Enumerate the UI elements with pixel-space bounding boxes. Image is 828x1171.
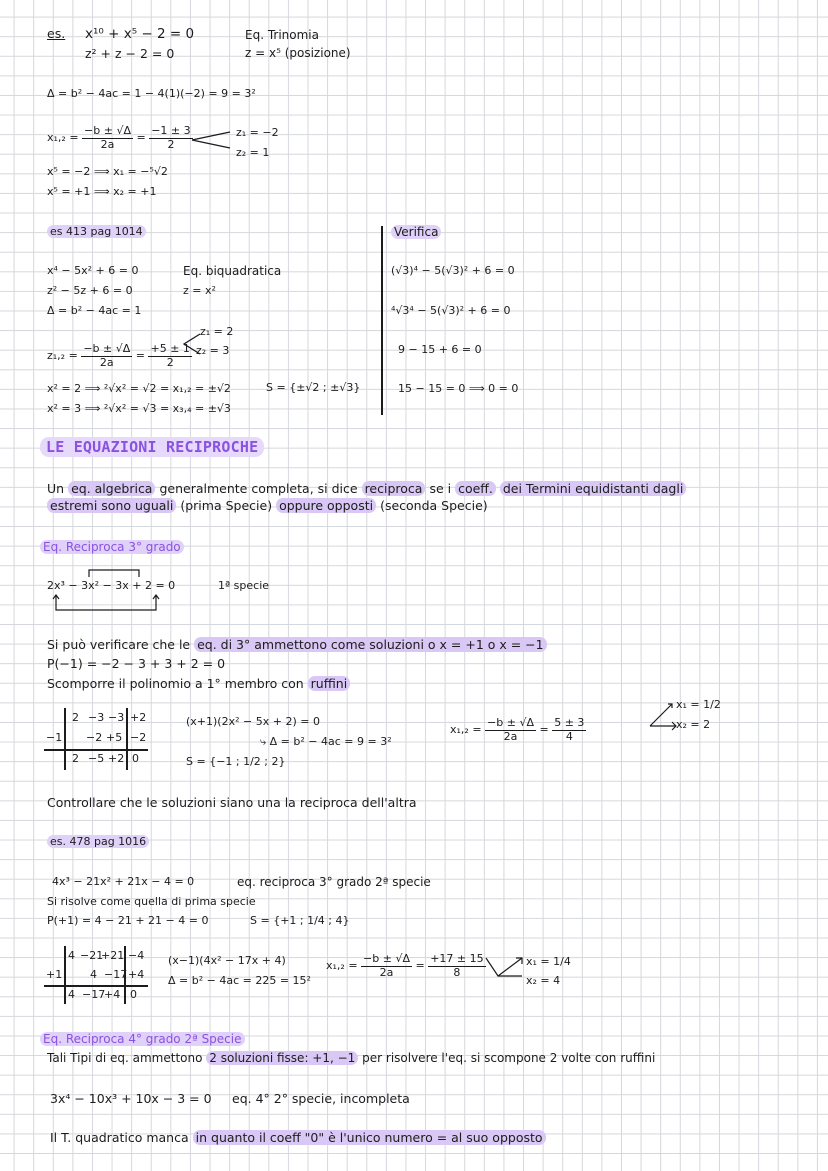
rec4-last-a: Il T. quadratico manca (50, 1130, 189, 1145)
rec3-num2: 5 ± 3 (554, 716, 585, 729)
ex1-eq2: z² + z − 2 = 0 (85, 46, 175, 61)
ex413-num1: −b ± √Δ (83, 342, 131, 355)
r1-mid-2: −2 (130, 731, 147, 744)
rec3-p1 (47, 638, 547, 652)
rec3-title-text: Eq. Reciproca 3° grado (40, 540, 184, 554)
ex1-r1: x⁵ = −2 ⟹ x₁ = −⁵√2 (47, 165, 168, 178)
ex413-r2: x² = 3 ⟹ ²√x² = √3 = x₃,₄ = ±√3 (47, 402, 231, 415)
ex1-eq1: x¹⁰ + x⁵ − 2 = 0 (85, 26, 195, 42)
ex413-eq2: z² − 5z + 6 = 0 (47, 284, 133, 297)
definition-line1 (47, 482, 686, 496)
ex413-label (47, 226, 146, 239)
r2-bot-3: 0 (130, 988, 137, 1001)
ex478-fact: (x−1)(4x² − 17x + 4) (168, 954, 286, 967)
r2-mid-0: 4 (90, 968, 97, 981)
rec3-p1-a: Si può verificare che le (47, 637, 191, 652)
def-c: generalmente completa, si dice (159, 481, 358, 496)
r2-mid-1: −17 (104, 968, 128, 981)
r1-root: −1 (46, 731, 63, 744)
ex1-frac2 (149, 125, 192, 151)
ex478-label (47, 836, 149, 849)
rec4-eq-desc: eq. 4° 2° specie, incompleta (232, 1091, 410, 1106)
ex1-label (47, 27, 65, 41)
def-b: eq. algebrica (68, 481, 155, 496)
r2-mid-2: +4 (128, 968, 145, 981)
r1-top-1: −3 (88, 711, 105, 724)
ex1-delta: Δ = b² − 4ac = 1 − 4(1)(−2) = 9 = 3² (47, 87, 256, 100)
rec3-x1: x₁ = 1/2 (676, 698, 721, 711)
ex478-num2: +17 ± 15 (430, 952, 484, 965)
rec3-frac2 (552, 717, 586, 743)
ex413-delta: Δ = b² − 4ac = 1 (47, 304, 142, 317)
rec4-p1 (47, 1052, 655, 1066)
ex413-solution: S = {±√2 ; ±√3} (266, 381, 361, 394)
ex413-num2: +5 ± 1 (150, 342, 190, 355)
r2-bot-1: −17 (82, 988, 106, 1001)
ex1-frac1 (82, 125, 133, 151)
def2-d: (seconda Specie) (380, 498, 488, 513)
ex413-den1: 2a (99, 355, 114, 369)
ex413-sub: z = x² (183, 284, 216, 297)
ex413-eqsign: = (135, 349, 145, 363)
verify-line2: ⁴√3⁴ − 5(√3)² + 6 = 0 (391, 304, 511, 317)
r2-bot-0: 4 (68, 988, 75, 1001)
r2-root: +1 (46, 968, 63, 981)
def-d: reciproca (362, 481, 426, 496)
def-f: coeff. (455, 481, 496, 496)
ex413-formula (47, 343, 192, 369)
ex478-x12: x₁,₂ = (326, 959, 358, 973)
ex1-type: Eq. Trinomia (245, 28, 319, 42)
verify-title-text: Verifica (391, 225, 441, 239)
r1-top-0: 2 (72, 711, 79, 724)
ex1-eqsign: = (136, 131, 146, 145)
rec4-p1-a: Tali Tipi di eq. ammettono (47, 1051, 203, 1065)
rec3-fact: (x+1)(2x² − 5x + 2) = 0 (186, 715, 320, 728)
rec3-p3-b: ruffini (308, 676, 351, 691)
r1-bot-0: 2 (72, 752, 79, 765)
ex1-z2: z₂ = 1 (236, 146, 270, 159)
ex413-den2: 2 (166, 355, 174, 369)
ex478-delta: Δ = b² − 4ac = 225 = 15² (168, 974, 311, 987)
ex478-eqsign: = (415, 959, 425, 973)
r1-top-3: +2 (130, 711, 147, 724)
pair-bracket-top-icon (86, 568, 142, 578)
ex413-eq1: x⁴ − 5x² + 6 = 0 (47, 264, 139, 277)
ex478-x2: x₂ = 4 (526, 974, 561, 987)
ex478-num1: −b ± √Δ (363, 952, 410, 965)
ex1-r2: x⁵ = +1 ⟹ x₂ = +1 (47, 185, 157, 198)
ex478-desc: eq. reciproca 3° grado 2ª specie (237, 875, 431, 889)
pair-bracket-bottom-icon (52, 594, 162, 614)
rec3-eqsign: = (539, 723, 549, 737)
section-title: LE EQUAZIONI RECIPROCHE (40, 437, 264, 457)
definition-line2 (47, 499, 488, 513)
def-e: se i (429, 481, 452, 496)
rec3-x12: x₁,₂ = (450, 723, 482, 737)
ex1-num2: −1 ± 3 (151, 124, 191, 137)
verify-divider (381, 226, 383, 415)
r2-bot-2: +4 (104, 988, 121, 1001)
r2-top-3: −4 (128, 949, 145, 962)
rec3-note: Controllare che le soluzioni siano una la reciproca dell'altra (47, 795, 417, 810)
rec3-p3 (47, 677, 350, 691)
rec3-title (40, 541, 184, 555)
ex478-line2: Si risolve come quella di prima specie (47, 895, 256, 908)
ex478-den1: 2a (379, 965, 394, 979)
r1-mid-1: +5 (106, 731, 123, 744)
ex413-label-text: es 413 pag 1014 (47, 225, 146, 238)
ex478-frac1 (361, 953, 412, 979)
ex478-p1: P(+1) = 4 − 21 + 21 − 4 = 0 (47, 914, 209, 927)
rec3-formula (450, 717, 586, 743)
ex413-frac1 (81, 343, 132, 369)
ex413-r1: x² = 2 ⟹ ²√x² = √2 = x₁,₂ = ±√2 (47, 382, 231, 395)
rec3-solution: S = {−1 ; 1/2 ; 2} (186, 755, 286, 768)
r1-bot-3: 0 (132, 752, 139, 765)
ex478-x1: x₁ = 1/4 (526, 955, 571, 968)
ex478-eq: 4x³ − 21x² + 21x − 4 = 0 (52, 875, 195, 888)
ex1-den2: 2 (167, 137, 175, 151)
verify-title (391, 226, 441, 240)
branch-arrow-icon (484, 952, 524, 982)
rec4-p1-c: per risolvere l'eq. si scompone 2 volte con ruffini (362, 1051, 656, 1065)
ex478-label-text: es. 478 pag 1016 (47, 835, 149, 848)
ex478-formula (326, 953, 486, 979)
ex478-solution: S = {+1 ; 1/4 ; 4} (250, 914, 350, 927)
rec3-p2: P(−1) = −2 − 3 + 3 + 2 = 0 (47, 656, 226, 671)
ex1-sub: z = x⁵ (posizione) (245, 46, 351, 60)
ex1-x12: x₁,₂ = (47, 131, 79, 145)
rec3-p3-a: Scomporre il polinomio a 1° membro con (47, 676, 304, 691)
verify-line4: 15 − 15 = 0 ⟹ 0 = 0 (398, 382, 519, 395)
ex1-formula (47, 125, 193, 151)
rec4-eq: 3x⁴ − 10x³ + 10x − 3 = 0 (50, 1091, 212, 1106)
ex413-z1: z₁ = 2 (200, 325, 234, 338)
def-g: dei Termini equidistanti dagli (500, 481, 686, 496)
ex478-frac2 (428, 953, 485, 979)
def2-b: (prima Specie) (180, 498, 273, 513)
rec3-p1-b: eq. di 3° ammettono come soluzioni o x = +1 o x = −1 (194, 637, 547, 652)
rec3-x2: x₂ = 2 (676, 718, 711, 731)
rec3-kind: 1ª specie (218, 579, 270, 592)
ex1-den1: 2a (100, 137, 115, 151)
r2-top-1: −21 (80, 949, 104, 962)
r2-top-2: +21 (101, 949, 125, 962)
r1-bot-2: +2 (108, 752, 125, 765)
verify-line1: (√3)⁴ − 5(√3)² + 6 = 0 (391, 264, 515, 277)
r1-top-2: −3 (108, 711, 125, 724)
def-a: Un (47, 481, 65, 496)
ex413-type: Eq. biquadratica (183, 264, 282, 278)
rec4-p1-b: 2 soluzioni fisse: +1, −1 (206, 1051, 358, 1065)
rec3-den1: 2a (503, 729, 518, 743)
r1-bot-1: −5 (88, 752, 105, 765)
rec3-frac1 (485, 717, 536, 743)
ex478-den2: 8 (453, 965, 461, 979)
rec4-title (40, 1033, 245, 1047)
rec4-last-b: in quanto il coeff "0" è l'unico numero = al suo opposto (193, 1130, 546, 1145)
rec4-title-text: Eq. Reciproca 4° grado 2ª Specie (40, 1032, 245, 1046)
ex1-num1: −b ± √Δ (84, 124, 131, 137)
r1-mid-0: −2 (86, 731, 103, 744)
ex413-z12: z₁,₂ = (47, 349, 78, 363)
rec3-delta: ⤷ Δ = b² − 4ac = 9 = 3² (260, 735, 392, 748)
rec3-den2: 4 (565, 729, 573, 743)
branch-arrow-icon (190, 126, 234, 156)
rec3-num1: −b ± √Δ (487, 716, 534, 729)
verify-line3: 9 − 15 + 6 = 0 (398, 343, 482, 356)
ex413-z2: z₂ = 3 (196, 344, 230, 357)
def2-c: oppure opposti (276, 498, 376, 513)
ex1-z1: z₁ = −2 (236, 126, 279, 139)
def2-a: estremi sono uguali (47, 498, 176, 513)
rec3-eq: 2x³ − 3x² − 3x + 2 = 0 (47, 579, 176, 592)
ex1-label-text: es. (47, 26, 66, 41)
rec4-last (50, 1131, 546, 1145)
r2-top-0: 4 (68, 949, 75, 962)
